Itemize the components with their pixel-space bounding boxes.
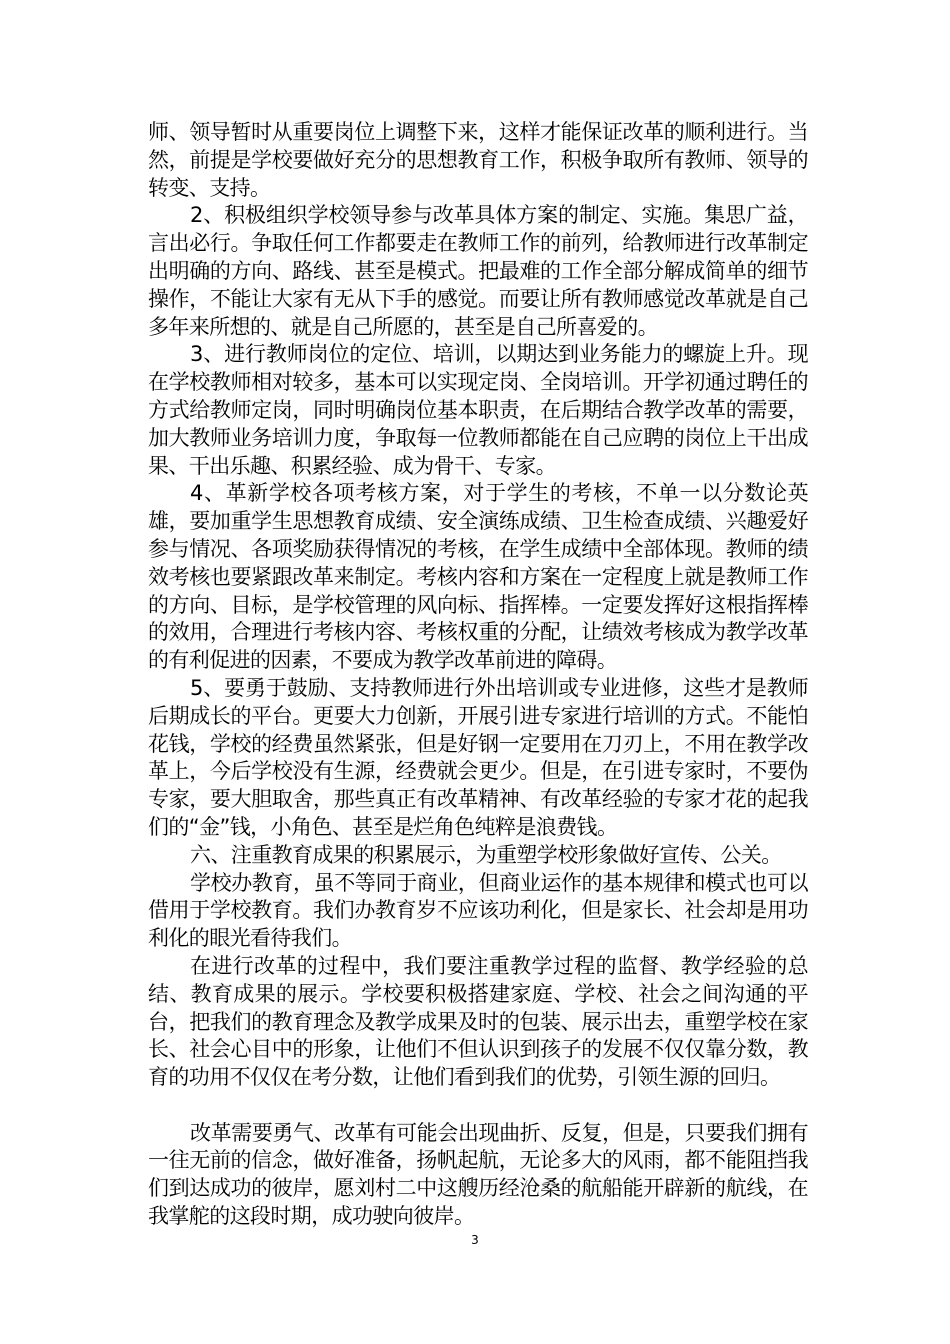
blank-line (148, 1092, 808, 1120)
document-body (148, 119, 808, 1231)
page-number: 3 (471, 1233, 479, 1247)
paragraph-item-5: 5、要勇于鼓励、支持教师进行外出培训或专业进修，这些才是教师后期成长的平台。更要大力创新，开展引进专家进行培训的方式。不能怕花钱，学校的经费虽然紧张，但是好钢一定要用在刀刃上，不用在教学改革上，今后学校没有生源，经费就会更少。但是，在引进专家时，不要伪专家，要大胆取舍，那些真正有改革精神、有改革经验的专家才花的起我们的“金”钱，小角色、甚至是烂角色纯粹是浪费钱。 (148, 675, 808, 839)
paragraph-item-4: 4、革新学校各项考核方案，对于学生的考核，不单一以分数论英雄，要加重学生思想教育成绩、安全演练成绩、卫生检查成绩、兴趣爱好参与情况、各项奖励获得情况的考核，在学生成绩中全部体现。教师的绩效考核也要紧跟改革来制定。考核内容和方案在一定程度上就是教师工作的方向、目标，是学校管理的风向标、指挥棒。一定要发挥好这根指挥棒的效用，合理进行考核内容、考核权重的分配，让绩效考核成为教学改革的有利促进的因素，不要成为教学改革前进的障碍。 (148, 481, 808, 673)
section-heading-six: 六、注重教育成果的积累展示，为重塑学校形象做好宣传、公关。 (190, 842, 782, 867)
paragraph-item-3: 3、进行教师岗位的定位、培训，以期达到业务能力的螺旋上升。现在学校教师相对较多，基本可以实现定岗、全岗培训。开学初通过聘任的方式给教师定岗，同时明确岗位基本职责，在后期结合教学改革的需要，加大教师业务培训力度，争取每一位教师都能在自己应聘的岗位上干出成果、干出乐趣、积累经验、成为骨干、专家。 (148, 342, 808, 478)
paragraph-continuation: 师、领导暂时从重要岗位上调整下来，这样才能保证改革的顺利进行。当然，前提是学校要做好充分的思想教育工作，积极争取所有教师、领导的转变、支持。 (148, 120, 808, 200)
paragraph-school-education: 学校办教育，虽不等同于商业，但商业运作的基本规律和模式也可以借用于学校教育。我们办教育岁不应该功利化，但是家长、社会却是用功利化的眼光看待我们。 (148, 870, 808, 951)
paragraph-item-2: 2、积极组织学校领导参与改革具体方案的制定、实施。集思广益，言出必行。争取任何工作都要走在教师工作的前列，给教师进行改革制定出明确的方向、路线、甚至是模式。把最难的工作全部分解成简单的细节操作，不能让大家有无从下手的感觉。而要让所有教师感觉改革就是自己多年来所想的、就是自己所愿的，甚至是自己所喜爱的。 (148, 203, 808, 339)
paragraph-conclusion: 改革需要勇气、改革有可能会出现曲折、反复，但是，只要我们拥有一往无前的信念，做好准备，扬帆起航，无论多大的风雨，都不能阻挡我们到达成功的彼岸，愿刘村二中这艘历经沧桑的航船能开辟新的航线，在我掌舵的这段时期，成功驶向彼岸。 (148, 1120, 808, 1229)
paragraph-reform-process: 在进行改革的过程中，我们要注重教学过程的监督、教学经验的总结、教育成果的展示。学校要积极搭建家庭、学校、社会之间沟通的平台，把我们的教育理念及教学成果及时的包装、展示出去，重塑学校在家长、社会心目中的形象，让他们不但认识到孩子的发展不仅仅靠分数，教育的功用不仅仅在考分数，让他们看到我们的优势，引领生源的回归。 (148, 953, 808, 1090)
